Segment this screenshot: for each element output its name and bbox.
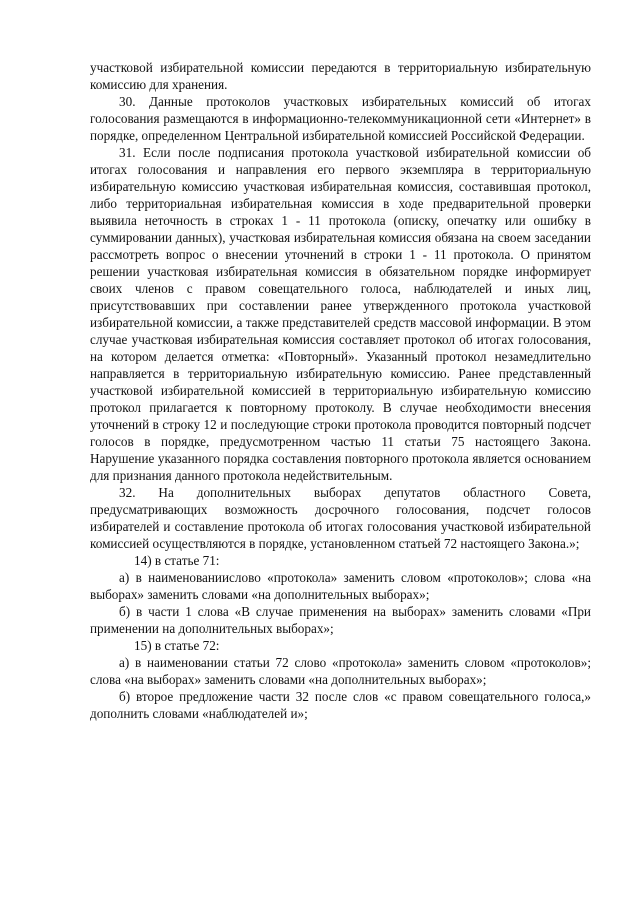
item-14-a: а) в наименованиислово «протокола» заменить словом «протоколов»; слова «на выборах» заменить словами «на дополнительных выборах»; bbox=[90, 570, 591, 602]
item-15-b: б) второе предложение части 32 после слов «с правом совещательного голоса,» дополнить словами «наблюдателей и»; bbox=[90, 689, 591, 721]
item-15-a: а) в наименовании статьи 72 слово «протокола» заменить словом «протоколов»; слова «на выборах» заменить словами «на дополнительных выборах»; bbox=[90, 655, 591, 687]
paragraph-30: 30. Данные протоколов участковых избирательных комиссий об итогах голосования размещаются в информационно-телекоммуникационной сети «Интернет» в порядке, определенном Центральной избирательной комиссией Российской Федерации. bbox=[90, 94, 591, 143]
item-15-heading: 15) в статье 72: bbox=[134, 638, 220, 653]
item-14-heading: 14) в статье 71: bbox=[134, 553, 220, 568]
paragraph-continuation: участковой избирательной комиссии передаются в территориальную избирательную комиссию для хранения. bbox=[90, 60, 591, 92]
paragraph-31: 31. Если после подписания протокола участковой избирательной комиссии об итогах голосования и направления его первого экземпляра в территориальную избирательную комиссию участковая избирательная комиссия, составившая протокол, либо территориальная избирательная комиссия в ходе предварительной проверки выявила неточность в строках 1 - 11 протокола (описку, опечатку или ошибку в суммировании данных), участковая избирательная комиссия обязана на своем заседании рассмотреть вопрос о внесении уточнений в строки 1 - 11 протокола. О принятом решении участковая избирательная комиссия в обязательном порядке информирует своих членов с правом совещательного голоса, наблюдателей и иных лиц, присутствовавших при составлении ранее утвержденного протокола участковой избирательной комиссии, а также представителей средств массовой информации. В этом случае участковая избирательная комиссия составляет протокол об итогах голосования, на котором делается отметка: «Повторный». Указанный протокол незамедлительно направляется в территориальную избирательную комиссию. Ранее представленный участковой избирательной комиссией в территориальную избирательную комиссию протокол прилагается к повторному протоколу. В случае необходимости внесения уточнений в строку 12 и последующие строки протокола проводится повторный подсчет голосов в порядке, предусмотренном частью 11 статьи 75 настоящего Закона. Нарушение указанного порядка составления повторного протокола является основанием для признания данного протокола недействительным. bbox=[90, 145, 591, 483]
paragraph-32: 32. На дополнительных выборах депутатов областного Совета, предусматривающих возможность досрочного голосования, подсчет голосов избирателей и составление протокола об итогах голосования участковой избирательной комиссией осуществляются в порядке, установленном статьей 72 настоящего Закона.»; bbox=[90, 485, 591, 551]
item-14-b: б) в части 1 слова «В случае применения на выборах» заменить словами «При применении на дополнительных выборах»; bbox=[90, 604, 591, 636]
